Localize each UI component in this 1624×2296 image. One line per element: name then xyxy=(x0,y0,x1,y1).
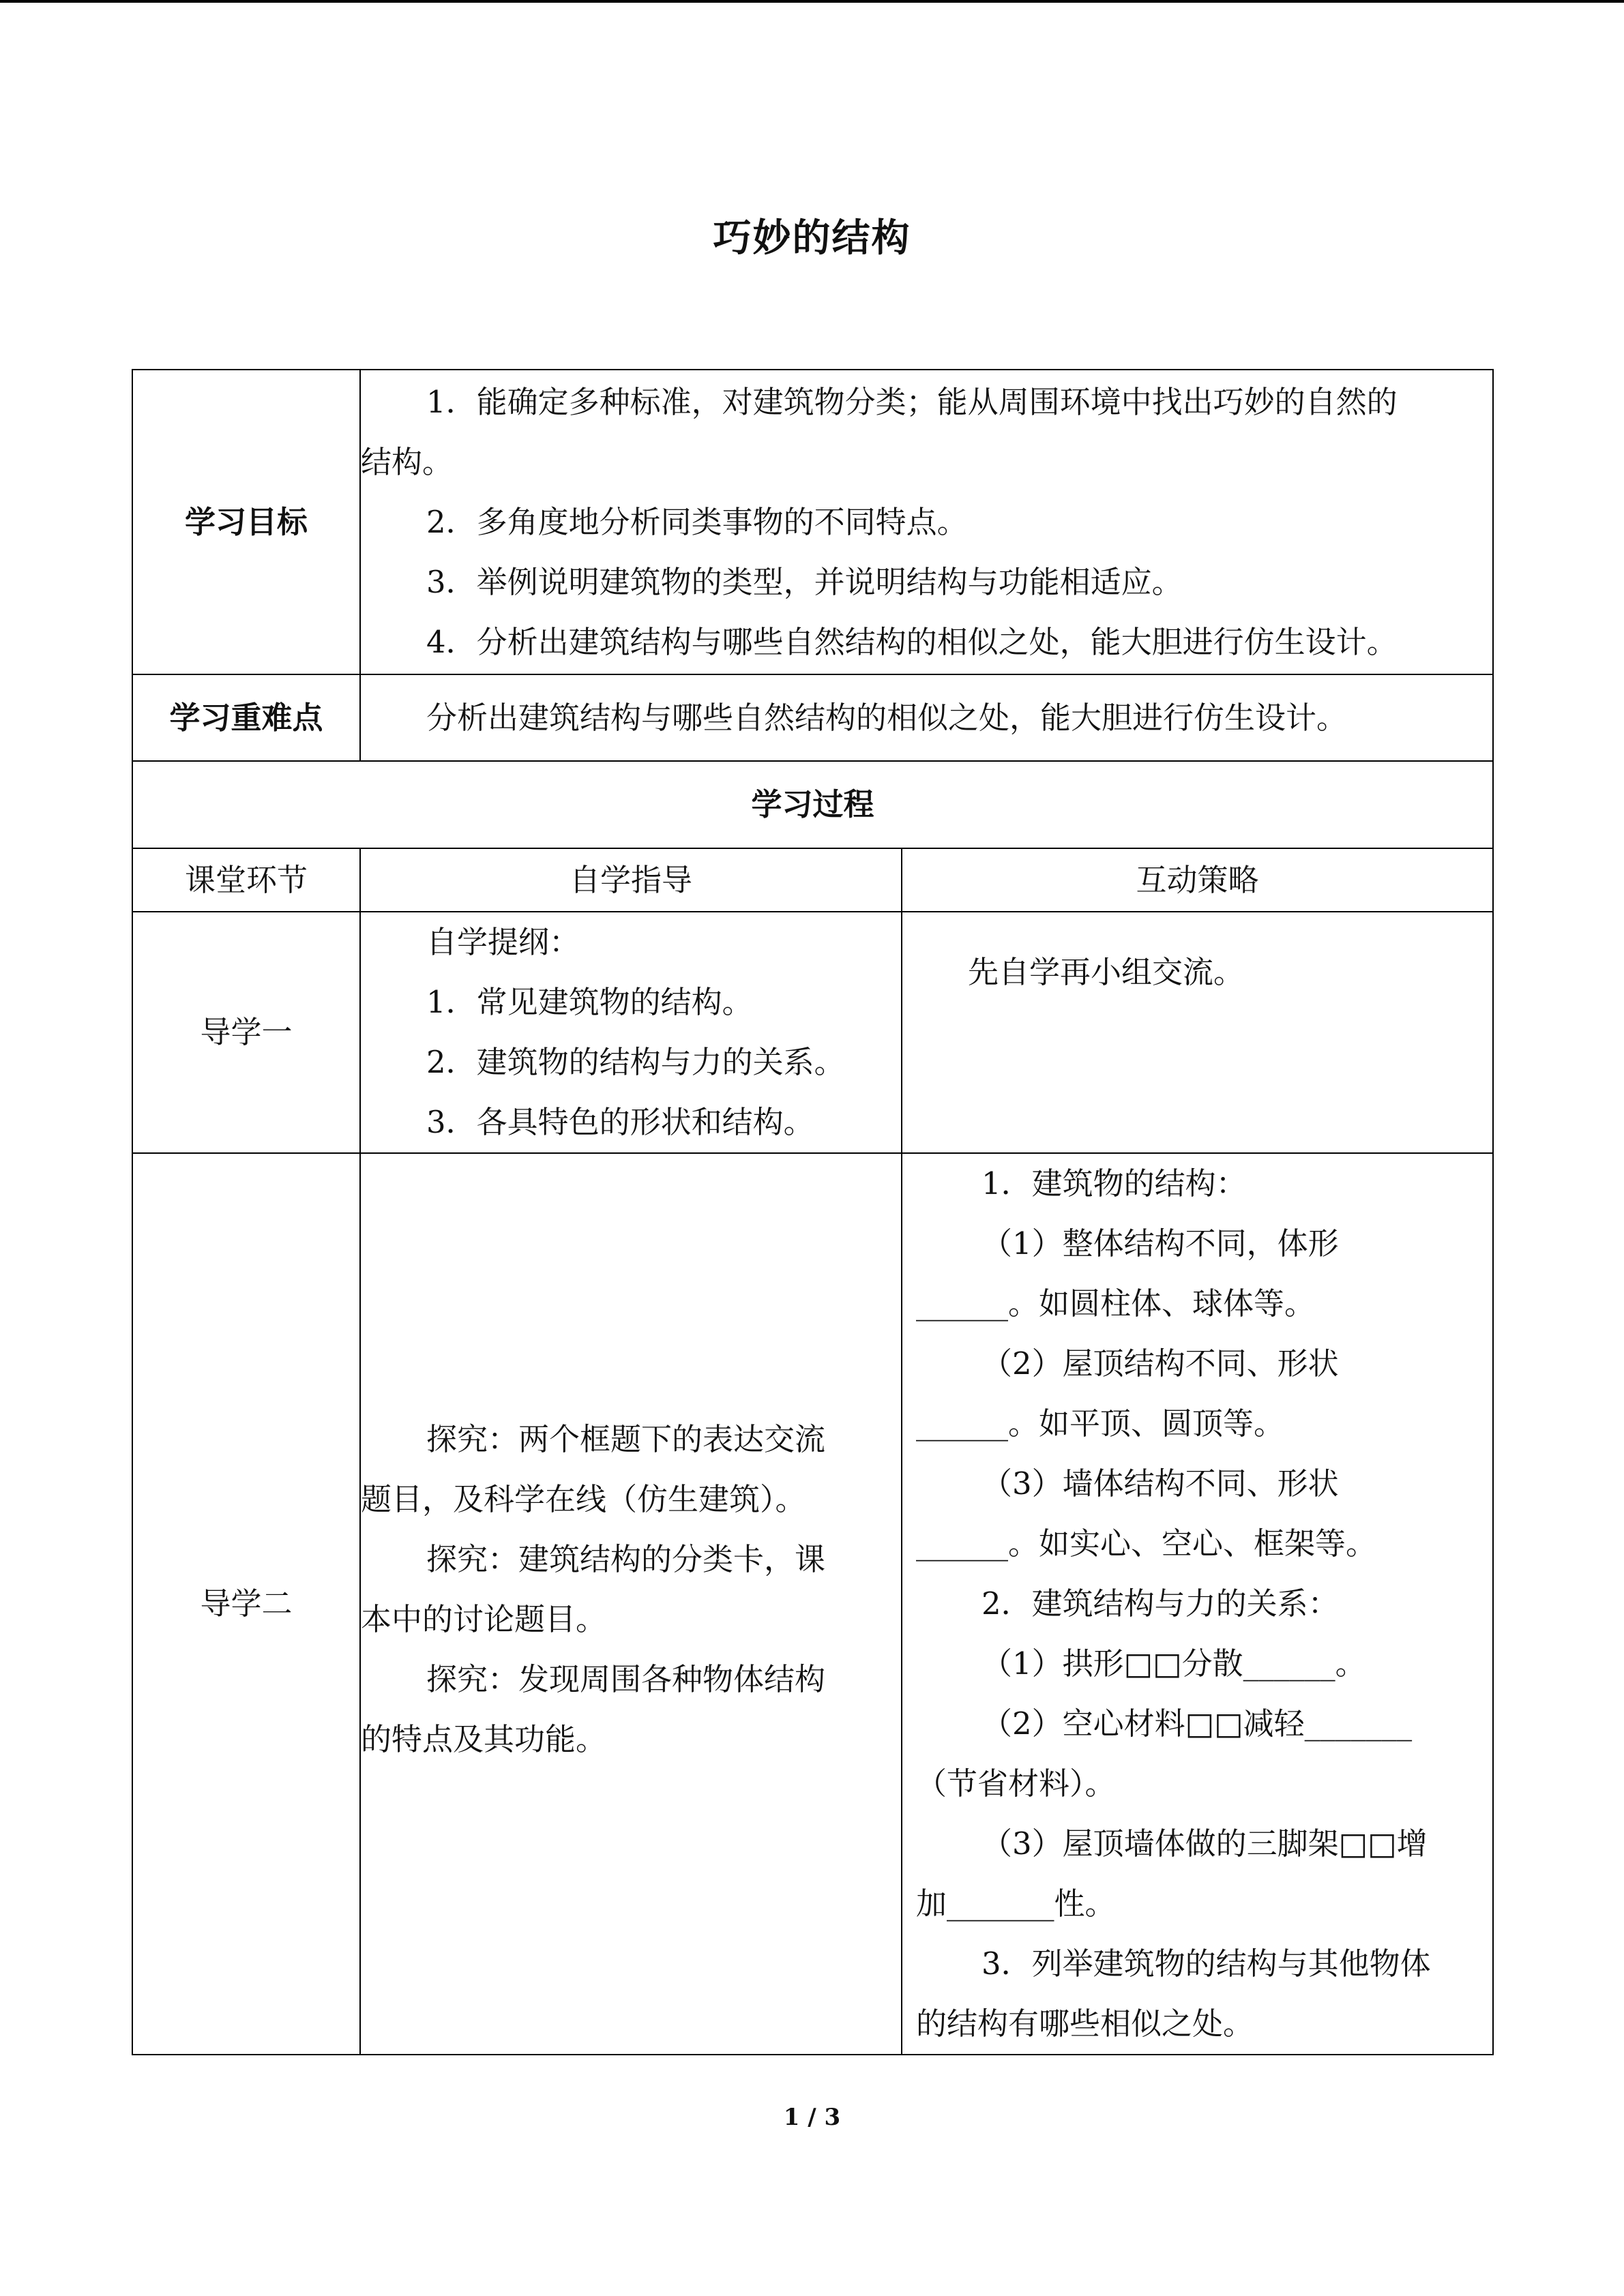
strategy-line: （2）屋顶结构不同、形状 xyxy=(981,1345,1339,1382)
guide-line: 题目，及科学在线（仿生建筑）。 xyxy=(361,1481,806,1517)
guide-line: 3．各具特色的形状和结构。 xyxy=(426,1104,814,1140)
strategy-line: 2．建筑结构与力的关系： xyxy=(981,1585,1339,1622)
strategy-line: 的结构有哪些相似之处。 xyxy=(916,2006,1254,2042)
guide-cell xyxy=(360,912,902,1153)
process-title-row xyxy=(132,761,1493,848)
key-points-row xyxy=(132,674,1493,761)
guide-line: 探究：两个框题下的表达交流 xyxy=(426,1421,826,1457)
key-points-content xyxy=(360,674,1493,761)
page-title: 巧妙的结构 xyxy=(713,216,911,260)
stage-cell: 导学一 xyxy=(132,912,360,1153)
page-number: 1 / 3 xyxy=(783,2104,841,2131)
strategy-cell xyxy=(902,1153,1493,2055)
process-title: 学习过程 xyxy=(132,761,1493,848)
strategy-line: （3）墙体结构不同、形状 xyxy=(981,1465,1339,1502)
lesson-table xyxy=(132,369,1494,2055)
guide-line: 2．建筑物的结构与力的关系。 xyxy=(426,1044,845,1080)
table-row xyxy=(132,1153,1493,2055)
strategy-line: （1）拱形□□分散______。 xyxy=(981,1645,1366,1682)
objective-item: 1．能确定多种标准，对建筑物分类；能从周围环境中找出巧妙的自然的 xyxy=(426,383,1398,420)
column-header-stage: 课堂环节 xyxy=(132,848,360,912)
strategy-line: 先自学再小组交流。 xyxy=(968,954,1245,990)
guide-line: 自学提纲： xyxy=(426,924,580,960)
column-header-row xyxy=(132,848,1493,912)
objective-item: 3．举例说明建筑物的类型，并说明结构与功能相适应。 xyxy=(426,563,1183,600)
objective-item: 结构。 xyxy=(361,443,454,480)
guide-line: 探究：发现周围各种物体结构 xyxy=(426,1661,826,1697)
strategy-line: （节省材料）。 xyxy=(916,1765,1116,1802)
objective-item: 2．多角度地分析同类事物的不同特点。 xyxy=(426,503,968,540)
strategy-line: ______。如平顶、圆顶等。 xyxy=(916,1405,1285,1442)
strategy-line: ______。如实心、空心、框架等。 xyxy=(916,1525,1377,1562)
top-border-line xyxy=(0,0,1624,3)
objectives-content xyxy=(360,370,1493,674)
objective-item: 4．分析出建筑结构与哪些自然结构的相似之处，能大胆进行仿生设计。 xyxy=(426,623,1398,660)
key-points-text: 分析出建筑结构与哪些自然结构的相似之处，能大胆进行仿生设计。 xyxy=(426,699,1348,736)
objectives-label: 学习目标 xyxy=(132,370,360,674)
guide-line: 本中的讨论题目。 xyxy=(361,1601,607,1637)
guide-line: 探究：建筑结构的分类卡，课 xyxy=(426,1541,826,1577)
column-header-guide: 自学指导 xyxy=(360,848,902,912)
strategy-line: （3）屋顶墙体做的三脚架□□增 xyxy=(981,1825,1428,1862)
table-row xyxy=(132,912,1493,1153)
strategy-line: 加_______性。 xyxy=(916,1885,1116,1922)
guide-line: 1．常见建筑物的结构。 xyxy=(426,984,753,1020)
key-points-label: 学习重难点 xyxy=(132,674,360,761)
objectives-row xyxy=(132,370,1493,674)
strategy-cell xyxy=(902,912,1493,1153)
strategy-line: 1．建筑物的结构： xyxy=(981,1165,1247,1202)
stage-cell: 导学二 xyxy=(132,1153,360,2055)
guide-line: 的特点及其功能。 xyxy=(361,1721,607,1757)
guide-cell xyxy=(360,1153,902,2055)
column-header-strategy: 互动策略 xyxy=(902,848,1493,912)
strategy-line: （2）空心材料□□减轻_______ xyxy=(981,1705,1413,1742)
strategy-line: 3．列举建筑物的结构与其他物体 xyxy=(981,1945,1431,1982)
strategy-line: ______。如圆柱体、球体等。 xyxy=(916,1285,1316,1322)
strategy-line: （1）整体结构不同，体形 xyxy=(981,1225,1339,1262)
